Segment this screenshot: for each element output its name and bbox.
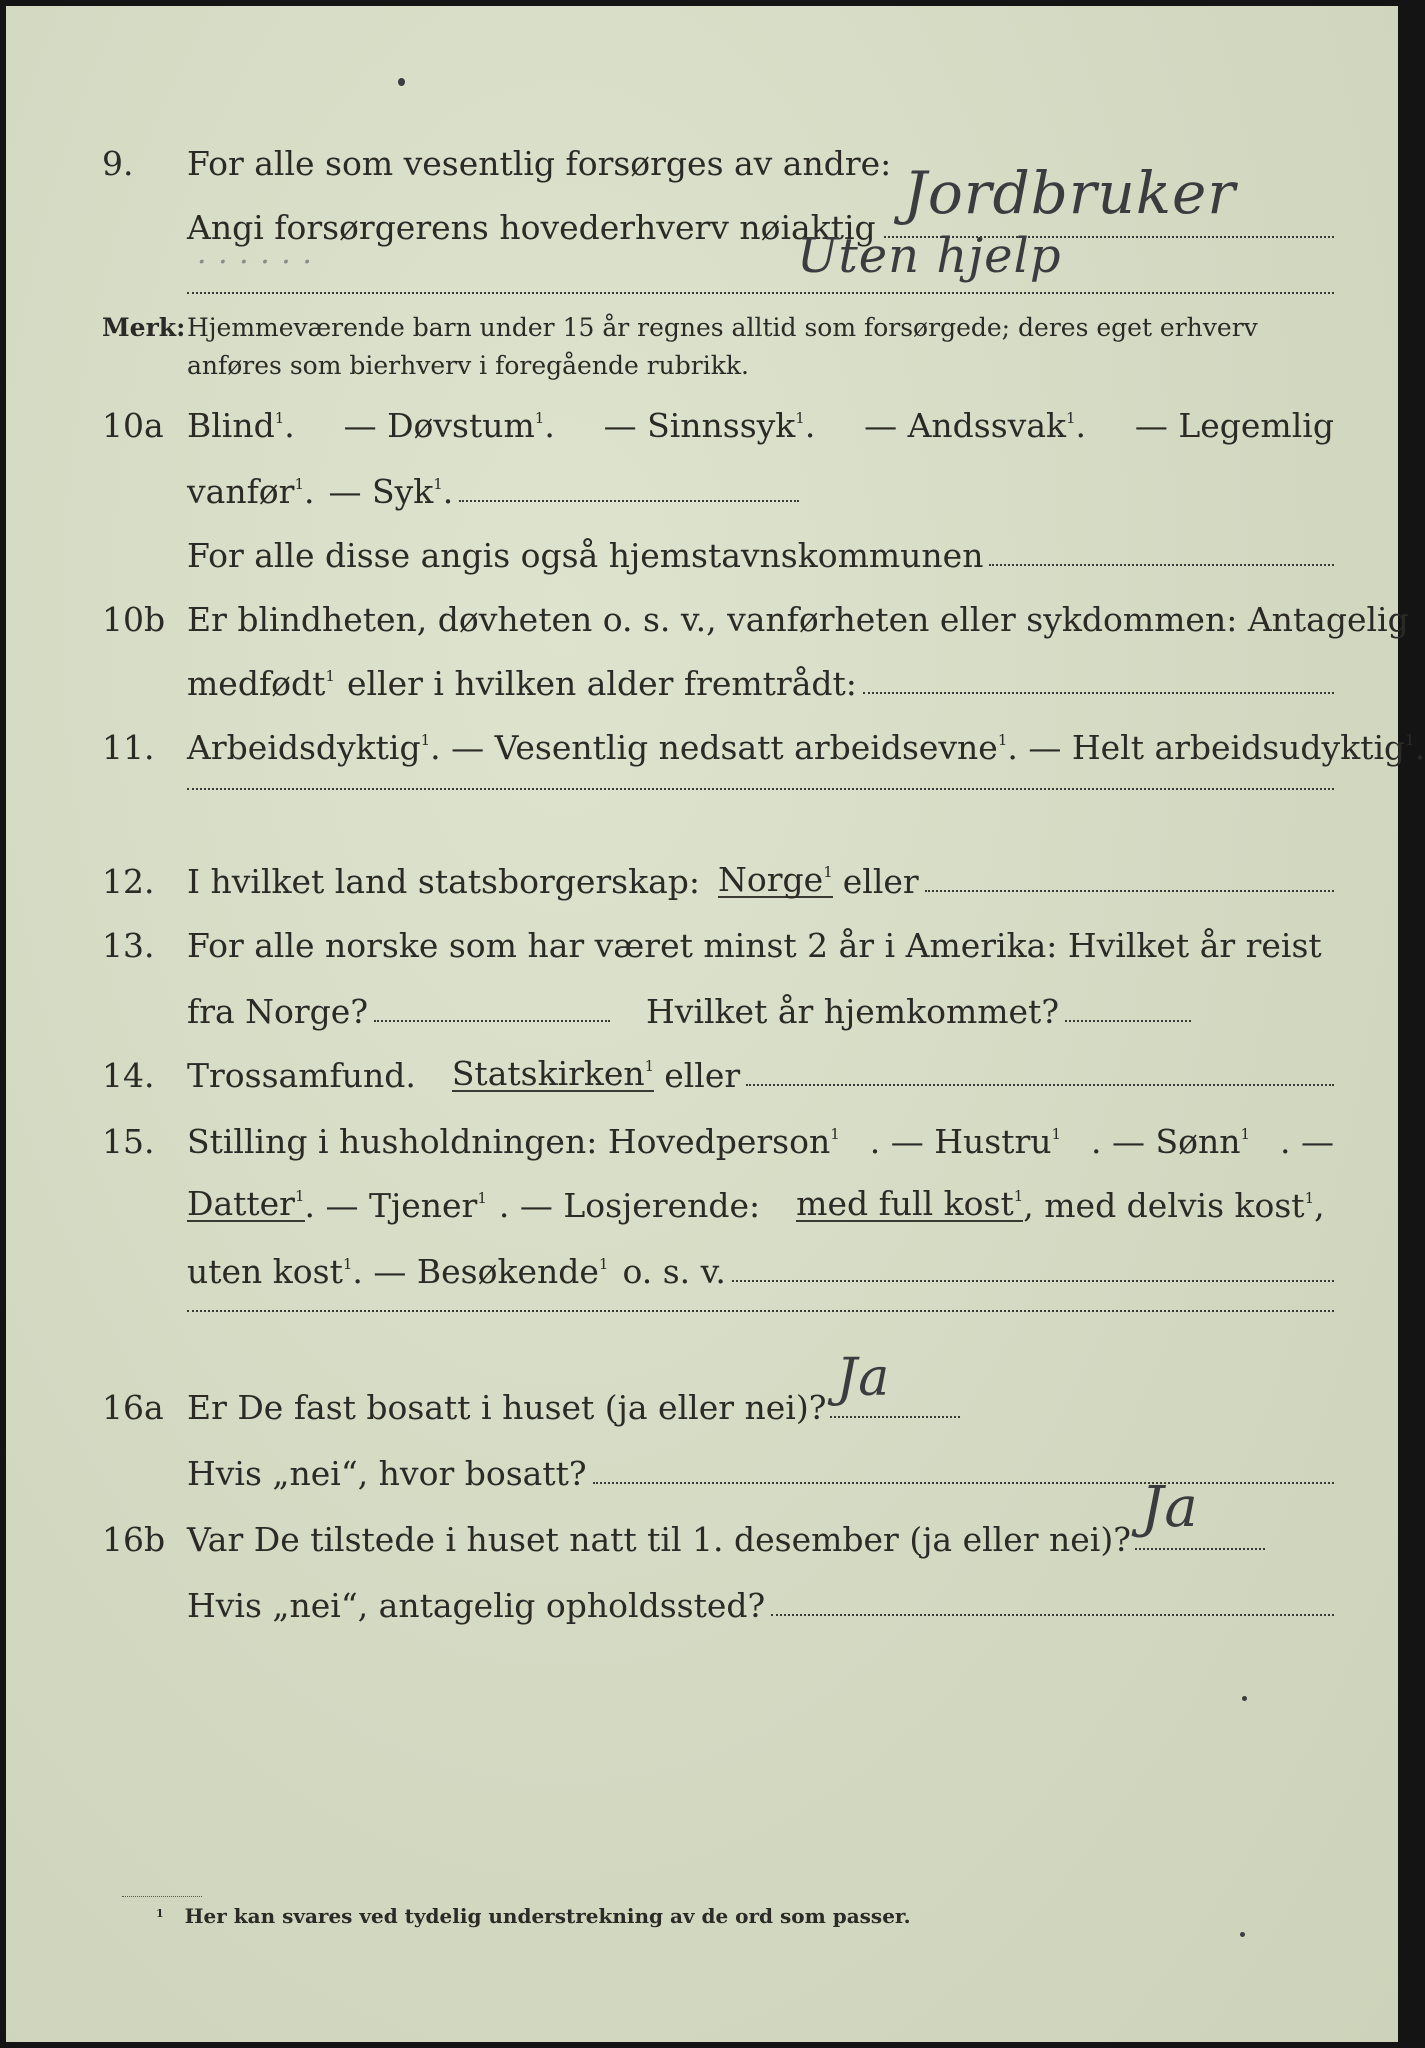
q12-field[interactable] [925, 890, 1334, 892]
q9-line3 [102, 228, 1334, 300]
question-number: 16a [102, 1388, 164, 1427]
q15-field[interactable] [732, 1280, 1334, 1282]
q16b-where-label: Hvis „nei“, antagelig opholdssted? [187, 1586, 766, 1625]
q10b-line1 [102, 592, 1409, 639]
footnote-divider [122, 1896, 202, 1897]
q13-left-label: fra Norge? [187, 992, 369, 1031]
q14-eller: eller [664, 1056, 741, 1095]
handwritten-occupation: Jordbruker [903, 159, 1237, 227]
merk-line1 [102, 304, 1334, 340]
option-besokende[interactable]: . — Besøkende$^1$ [352, 1252, 609, 1291]
q15-line4 [102, 1298, 1334, 1318]
q13-text: For alle norske som har været minst 2 år i Amerika: Hvilket år reist [187, 926, 1322, 965]
handwritten-ja: Ja [836, 1348, 891, 1408]
question-number: 10a [102, 406, 164, 445]
q16a-answer-field[interactable] [830, 1348, 960, 1418]
option-full-kost[interactable]: med full kost$^1$ [796, 1184, 1024, 1223]
census-form-page [6, 6, 1425, 2042]
option-syk[interactable]: — Syk$^1$. [328, 472, 454, 511]
option-norge[interactable]: Norge$^1$ [718, 860, 833, 899]
q10a-options [187, 406, 1334, 445]
merk-label: Merk: [102, 313, 186, 342]
q14-field[interactable] [746, 1084, 1334, 1086]
question-number: 12. [102, 862, 155, 901]
option-datter[interactable]: Datter$^1$ [187, 1184, 305, 1223]
q15-line1 [102, 1114, 1334, 1161]
question-number: 15. [102, 1122, 155, 1161]
footnote [156, 1904, 911, 1928]
osv: o. s. v. [622, 1252, 726, 1291]
footnote-mark: 1 [156, 1907, 164, 1920]
ink-speck [1240, 1932, 1245, 1937]
q16a-line1 [102, 1348, 1334, 1427]
q13-line1 [102, 918, 1334, 965]
merk-line2 [102, 342, 1334, 378]
ink-speck [398, 78, 405, 86]
q10a-line3 [102, 528, 1334, 575]
q10a-line1 [102, 398, 1334, 445]
option-andssvak[interactable]: — Andssvak$^1$. [864, 406, 1087, 445]
q9-occupation-field-2[interactable] [187, 228, 1334, 294]
option-hustru[interactable]: . — Hustru$^1$ [869, 1122, 1062, 1161]
dash: . — [1279, 1122, 1334, 1161]
q15-field-2[interactable] [187, 1310, 1334, 1312]
option-sinnssyk[interactable]: — Sinnssyk$^1$. [603, 406, 816, 445]
q16b-line2 [102, 1578, 1334, 1625]
q15-options [187, 1122, 1334, 1161]
faded-ink: · · · · · · [197, 245, 313, 280]
q16b-text: Var De tilstede i huset natt til 1. desember (ja eller nei)? [187, 1520, 1131, 1559]
q13-left-field[interactable] [374, 1020, 610, 1022]
option-delvis-kost[interactable]: , med delvis kost$^1$, [1023, 1186, 1325, 1225]
merk-text-2: anføres som bierhverv i foregående rubrikk. [187, 351, 749, 380]
ink-speck [1242, 1696, 1247, 1701]
q11-line2 [102, 776, 1334, 796]
q10a-hometown-field[interactable] [989, 564, 1334, 566]
footnote-text: Her kan svares ved tydelig understrekning av de ord som passer. [184, 1904, 911, 1928]
q13-return-label: Hvilket år hjemkommet? [646, 992, 1060, 1031]
option-statskirken[interactable]: Statskirken$^1$ [451, 1054, 655, 1093]
q10a-syk-field[interactable] [459, 500, 799, 502]
q10b-age-field[interactable] [863, 692, 1334, 694]
q11-field[interactable] [187, 788, 1334, 790]
merk-text: Hjemmeværende barn under 15 år regnes alltid som forsørgede; deres eget erhverv [187, 313, 1258, 342]
q9-text: For alle som vesentlig forsørges av andre: [187, 144, 892, 183]
question-number: 14. [102, 1056, 155, 1095]
option-legemlig[interactable]: — Legemlig [1134, 406, 1334, 445]
question-number: 9. [102, 144, 134, 183]
q11-line1 [102, 720, 1425, 767]
q13-return-field[interactable] [1065, 1020, 1191, 1022]
q16b-line1 [102, 1475, 1334, 1559]
handwritten-ja: Ja [1140, 1475, 1199, 1540]
losjerende-label: . — Losjerende: [498, 1186, 761, 1225]
q14-line [102, 1048, 1334, 1095]
option-hovedperson[interactable]: Stilling i husholdningen: Hovedperson$^1$ [187, 1122, 840, 1161]
q15-line2 [102, 1178, 1334, 1225]
q15-line3 [102, 1244, 1334, 1291]
q12-eller: eller [842, 862, 919, 901]
option-medfodt[interactable]: medfødt$^1$ [187, 664, 335, 703]
option-blind[interactable]: Blind$^1$. [187, 406, 295, 445]
option-tjener[interactable]: . — Tjener$^1$ [304, 1186, 487, 1225]
q10a-line2 [102, 464, 1334, 511]
q10b-text: Er blindheten, døvheten o. s. v., vanførheten eller sykdommen: Antagelig [187, 600, 1409, 639]
q16a-text: Er De fast bosatt i huset (ja eller nei)? [187, 1388, 827, 1427]
q12-line [102, 854, 1334, 901]
q10a-hometown-label: For alle disse angis også hjemstavnskommunen [187, 536, 984, 575]
option-vanfor[interactable]: vanfør$^1$. [187, 472, 315, 511]
question-number: 10b [102, 600, 166, 639]
option-sonn[interactable]: . — Sønn$^1$ [1091, 1122, 1251, 1161]
q13-line2 [102, 984, 1334, 1031]
q16b-answer-field[interactable] [1135, 1475, 1265, 1550]
option-dovstum[interactable]: — Døvstum$^1$. [343, 406, 555, 445]
q12-text: I hvilket land statsborgerskap: [187, 862, 701, 901]
q10b-line2 [102, 656, 1334, 703]
question-number: 13. [102, 926, 155, 965]
q16a-where-field[interactable] [593, 1482, 1334, 1484]
q11-options[interactable]: Arbeidsdyktig$^1$. — Vesentlig nedsatt arbeidsevne$^1$. — Helt arbeidsudyktig$^1$. [187, 728, 1425, 767]
q16a-where-label: Hvis „nei“, hvor bosatt? [187, 1454, 587, 1493]
question-number: 16b [102, 1520, 166, 1559]
q16b-where-field[interactable] [771, 1614, 1334, 1616]
handwritten-occupation-2: Uten hjelp [797, 228, 1062, 284]
q10b-age-label: eller i hvilken alder fremtrådt: [346, 664, 857, 703]
question-number: 11. [102, 728, 155, 767]
q9-occupation-label: Angi forsørgerens hovederhverv nøiaktig [187, 208, 876, 247]
option-uten-kost[interactable]: uten kost$^1$ [187, 1252, 353, 1291]
q14-text: Trossamfund. [187, 1056, 416, 1095]
